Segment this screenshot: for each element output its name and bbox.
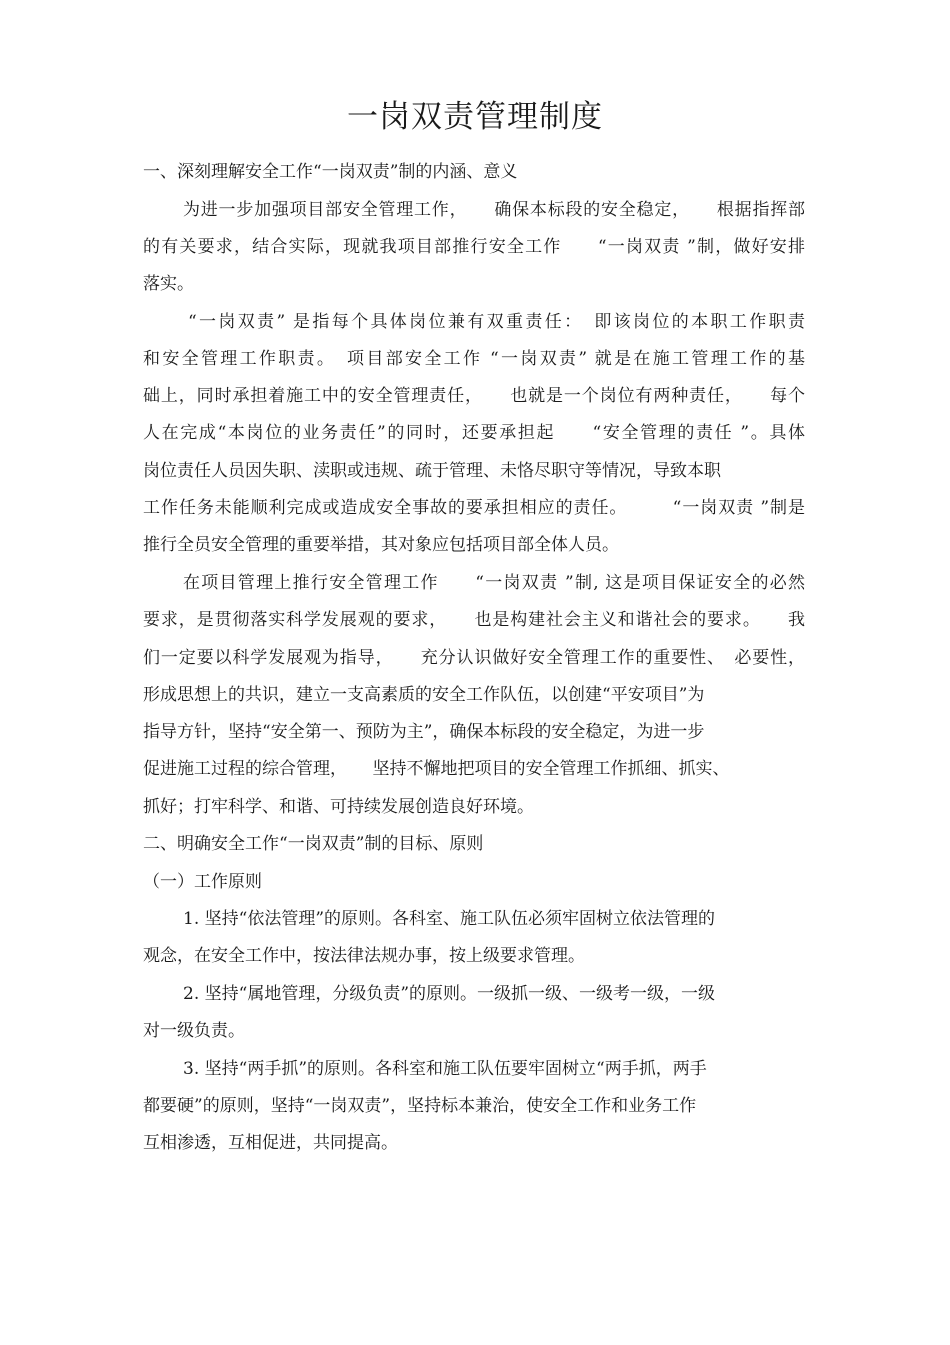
paragraph-line: 在项目管理上推行安全管理工作 “一岗双责 ”制, 这是项目保证安全的必然 [183, 573, 805, 593]
paragraph-line: 为进一步加强项目部安全管理工作， 确保本标段的安全稳定， 根据指挥部 [183, 200, 805, 220]
paragraph-line: 推行全员安全管理的重要举措，其对象应包括项目部全体人员。 [143, 535, 619, 555]
principle-1-line: 观念，在安全工作中，按法律法规办事，按上级要求管理。 [143, 946, 585, 966]
paragraph-line: “一岗双责” 是指每个具体岗位兼有双重责任： 即该岗位的本职工作职责 [188, 312, 805, 332]
paragraph-line: 人在完成“本岗位的业务责任”的同时，还要承担起 “安全管理的责任 ”。具体 [143, 423, 805, 443]
principle-1-line: 1. 坚持“依法管理”的原则。各科室、施工队伍必须牢固树立依法管理的 [183, 909, 716, 929]
paragraph-line: 的有关要求，结合实际，现就我项目部推行安全工作 “一岗双责 ”制，做好安排 [143, 237, 805, 257]
paragraph-line: 落实。 [143, 274, 194, 294]
document-title: 一岗双责管理制度 [347, 99, 603, 135]
section-heading-2: 二、明确安全工作“一岗双责”制的目标、原则 [143, 834, 484, 854]
principle-2-line: 对一级负责。 [143, 1021, 245, 1041]
section-heading-1: 一、深刻理解安全工作“一岗双责”制的内涵、意义 [143, 162, 518, 182]
principle-3-line: 互相渗透，互相促进，共同提高。 [143, 1133, 398, 1153]
principle-2-line: 2. 坚持“属地管理，分级负责”的原则。一级抓一级、一级考一级，一级 [183, 984, 716, 1004]
paragraph-line: 促进施工过程的综合管理， 坚持不懈地把项目的安全管理工作抓细、抓实、 [143, 759, 730, 779]
subsection-heading: （一）工作原则 [143, 872, 262, 892]
paragraph-line: 础上，同时承担着施工中的安全管理责任， 也就是一个岗位有两种责任， 每个 [143, 386, 805, 406]
paragraph-line: 指导方针，坚持“安全第一、预防为主”，确保本标段的安全稳定，为进一步 [143, 722, 705, 742]
paragraph-line: 工作任务未能顺利完成或造成安全事故的要承担相应的责任。 “一岗双责 ”制是 [143, 498, 805, 518]
paragraph-line: 岗位责任人员因失职、渎职或违规、疏于管理、未恪尽职守等情况，导致本职 [143, 461, 721, 481]
paragraph-line: 要求，是贯彻落实科学发展观的要求， 也是构建社会主义和谐社会的要求。 我 [143, 610, 805, 630]
paragraph-line: 形成思想上的共识，建立一支高素质的安全工作队伍，以创建“平安项目”为 [143, 685, 705, 705]
paragraph-line: 们一定要以科学发展观为指导， 充分认识做好安全管理工作的重要性、 必要性， [143, 648, 805, 668]
principle-3-line: 都要硬”的原则，坚持“一岗双责”，坚持标本兼治，使安全工作和业务工作 [143, 1096, 697, 1116]
principle-3-line: 3. 坚持“两手抓”的原则。各科室和施工队伍要牢固树立“两手抓，两手 [183, 1059, 707, 1079]
paragraph-line: 抓好；打牢科学、和谐、可持续发展创造良好环境。 [143, 797, 534, 817]
paragraph-line: 和安全管理工作职责。 项目部安全工作 “一岗双责” 就是在施工管理工作的基 [143, 349, 805, 369]
